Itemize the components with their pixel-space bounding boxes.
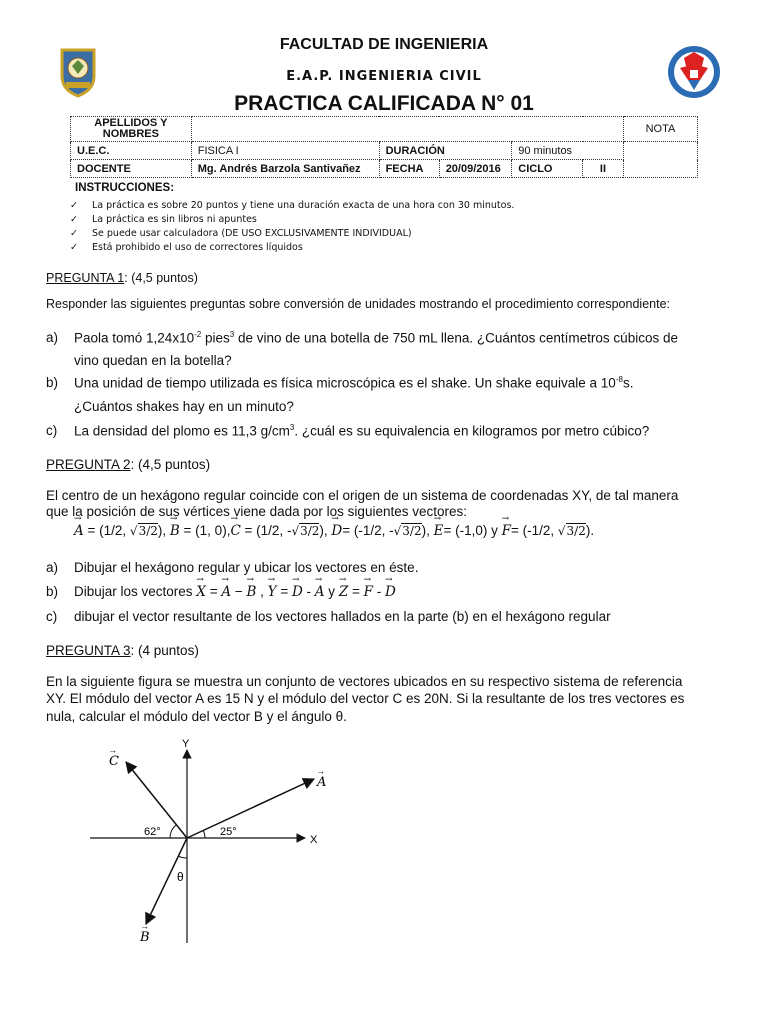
check-icon: ✓ — [70, 214, 78, 225]
q3-line2: XY. El módulo del vector A es 15 N y el módulo del vector C es 20N. Si la resultante de los tres vectores es — [46, 691, 685, 706]
q3-line3: nula, calcular el módulo del vector B y el ángulo θ. — [46, 709, 347, 724]
teacher-value: Mg. Andrés Barzola Santivañez — [191, 160, 379, 178]
q2-title: PREGUNTA 2 — [46, 457, 131, 472]
check-icon: ✓ — [70, 228, 78, 239]
grade-field[interactable] — [623, 142, 697, 178]
vector-figure — [90, 728, 350, 958]
q2-points: : (4,5 puntos) — [130, 457, 211, 472]
q1-intro: Responder las siguientes preguntas sobre conversión de unidades mostrando el procedimiento correspondiente: — [46, 297, 670, 311]
vector-B-label: B — [140, 930, 150, 945]
y-axis-label: Y — [182, 738, 190, 750]
svg-text:→: → — [108, 745, 117, 755]
list-item: ✓ Está prohibido el uso de correctores líquidos — [70, 242, 303, 253]
vector-C: → C — [230, 523, 240, 539]
angle-arc-B — [178, 856, 187, 858]
cycle-value: II — [583, 160, 624, 178]
surnames-field[interactable] — [191, 117, 623, 142]
vector-E: → E — [434, 523, 444, 539]
vector-F: → F — [502, 523, 511, 539]
uec-value: FISICA I — [191, 142, 379, 160]
vector-C-label: C — [109, 754, 119, 769]
vector-D: → D — [331, 523, 342, 539]
school-title: E.A.P. INGENIERIA CIVIL — [286, 69, 482, 84]
angle-B-label: θ — [177, 870, 184, 884]
angle-C-label: 62° — [144, 826, 161, 838]
duration-value: 90 minutos — [512, 142, 624, 160]
q2-vectors: → A = (1/2, √3/2), → B = (1, 0),→ C = (1/2, -√3/2), → D= (-1/2, -√3/2), → E= (-1,0) y → F= (-1/2, √3/2). — [74, 523, 594, 539]
q1-title: PREGUNTA 1 — [46, 271, 125, 285]
surnames-label: APELLIDOS Y NOMBRES — [71, 117, 192, 142]
duration-label: DURACIÓN — [379, 142, 512, 160]
exam-title: PRACTICA CALIFICADA N° 01 — [234, 92, 534, 115]
svg-text:→: → — [140, 921, 149, 931]
uec-label: U.E.C. — [71, 142, 192, 160]
date-value: 20/09/2016 — [439, 160, 512, 178]
list-item: ✓ La práctica es sobre 20 puntos y tiene una duración exacta de una hora con 30 minutos. — [70, 200, 515, 211]
instructions-title: INSTRUCCIONES: — [75, 182, 175, 194]
svg-text:→: → — [316, 766, 325, 776]
angle-A-label: 25° — [220, 826, 237, 838]
grade-label: NOTA — [623, 117, 697, 142]
teacher-label: DOCENTE — [71, 160, 192, 178]
q3-heading — [46, 643, 199, 658]
angle-arc-C — [170, 825, 176, 838]
q2-intro-line1: El centro de un hexágono regular coincide con el origen de un sistema de coordenadas XY, de tal manera — [46, 488, 679, 503]
list-item: ✓ Se puede usar calculadora (DE USO EXCLUSIVAMENTE INDIVIDUAL) — [70, 228, 412, 239]
date-label: FECHA — [379, 160, 439, 178]
q3-title: PREGUNTA 3 — [46, 643, 131, 658]
check-icon: ✓ — [70, 242, 78, 253]
q3-points: : (4 puntos) — [130, 643, 199, 658]
vector-A-arrow — [187, 779, 314, 838]
q3-line1: En la siguiente figura se muestra un conjunto de vectores ubicados en su respectivo sistema de referencia — [46, 674, 683, 689]
x-axis-label: X — [310, 834, 318, 846]
cycle-label: CICLO — [512, 160, 583, 178]
q1-heading — [46, 271, 198, 285]
angle-arc-A — [203, 830, 205, 838]
vector-B: → B — [170, 523, 180, 539]
instructions-list — [70, 199, 514, 255]
vector-A-label: A — [317, 775, 327, 790]
q1-points: : (4,5 puntos) — [124, 271, 198, 285]
q2-heading — [46, 457, 210, 472]
faculty-title: FACULTAD DE INGENIERIA — [279, 36, 489, 53]
q2-intro-line2: que la posición de sus vértices viene dada por los siguientes vectores: — [46, 504, 467, 519]
list-item: ✓ La práctica es sin libros ni apuntes — [70, 214, 257, 225]
vector-A: → A — [74, 523, 84, 539]
check-icon: ✓ — [70, 200, 78, 211]
exam-info-table — [70, 116, 698, 178]
